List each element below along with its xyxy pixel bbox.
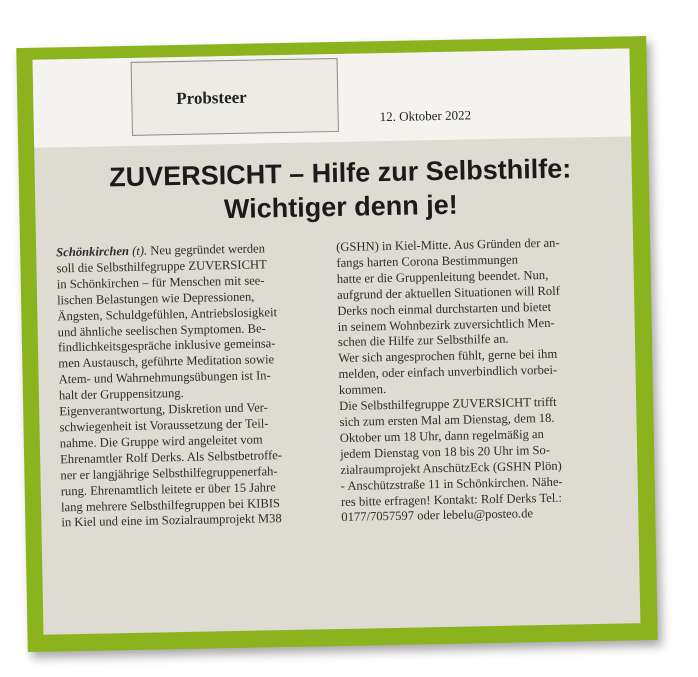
article-line: melden, oder einfach unverbindlich vorbei- — [338, 363, 558, 382]
article-line: zialraumprojekt AnschützEck (GSHN Plön) — [340, 458, 562, 477]
article-line: Ehrenamtler Rolf Derks. Als Selbstbetroffe- — [60, 447, 283, 467]
article-line: findlichkeitsgespräche inklusive gemeinsa- — [57, 336, 276, 355]
article-line: schwiegenheit ist Voraussetzung der Teil- — [59, 416, 269, 435]
dateline: Schönkirchen — [56, 243, 130, 260]
article-line: in Kiel und eine im Sozialraumprojekt M38 — [61, 511, 282, 530]
publication-date: 12. Oktober 2022 — [379, 107, 472, 125]
article-line: nahme. Die Gruppe wird angeleitet vom — [59, 432, 263, 451]
newspaper-clipping — [32, 48, 640, 634]
article-line: sich zum ersten Mal am Dienstag, dem 18. — [339, 410, 555, 429]
article-line: lang mehrere Selbsthilfegruppen bei KIBIS — [60, 495, 281, 514]
article-line: Eigenverantwortung, Diskretion und Ver- — [59, 400, 269, 419]
article-line: hatte er die Gruppenleitung beendet. Nun, — [336, 267, 549, 286]
headline-line-1: ZUVERSICHT – Hilfe zur Selbsthilfe: — [108, 153, 572, 193]
article-line: halt der Gruppensitzung. — [58, 386, 184, 403]
article-line: in Schönkirchen – für Menschen mit see- — [56, 273, 265, 292]
article-line: kommen. — [338, 382, 387, 398]
article-line: lischen Belastungen wie Depressionen, — [56, 289, 255, 308]
article-line: Die Selbsthilfegruppe ZUVERSICHT trifft — [339, 394, 557, 414]
article-line: Oktober um 18 Uhr, dann regelmäßig an — [339, 426, 544, 445]
article-line: rung. Ehrenamtlich leitete er über 15 Jahre — [60, 479, 276, 498]
article-line: (GSHN) in Kiel-Mitte. Aus Gründen der an- — [336, 235, 560, 254]
article-headline — [52, 150, 628, 229]
headline-line-2: Wichtiger denn je! — [223, 189, 459, 225]
article-line: Atem- und Wahrnehmungsübungen ist In- — [58, 368, 271, 387]
article-line-text: Neu gegründet werden — [147, 241, 266, 258]
article-line: Wer sich angesprochen fühlt, gerne bei ihm — [338, 347, 558, 366]
article-column-left — [56, 240, 329, 531]
article-column-right — [336, 235, 609, 526]
article-line: Derks noch einmal durchstarten und bietet — [337, 299, 552, 318]
dateline-suffix: (t). — [128, 243, 148, 258]
green-photo-frame — [16, 36, 657, 652]
article-line: aufgrund der aktuellen Situationen will Rolf — [336, 283, 560, 302]
article-line: fangs harten Corona Bestimmungen — [336, 252, 519, 270]
article-line: soll die Selbsthilfegruppe ZUVERSICHT — [56, 257, 267, 276]
section-title: Probsteer — [176, 87, 247, 109]
article-line: jedem Dienstag von 18 bis 20 Uhr im So- — [339, 442, 551, 461]
article-line: ner er langjährige Selbsthilfegruppenerfah- — [60, 463, 278, 483]
article-line: in seinem Wohnbezirk zuversichtlich Men- — [337, 315, 555, 334]
article-line: 0177/7057597 oder lebelu@posteo.de — [341, 506, 534, 525]
article-line: schen die Hilfe zur Selbsthilfe an. — [337, 332, 509, 350]
article-line: men Austausch, geführte Meditation sowie — [58, 352, 275, 371]
article-line: und ähnliche seelischen Symptomen. Be- — [57, 320, 266, 339]
article-line: Ängsten, Schuldgefühlen, Antriebslosigkeit — [57, 304, 278, 323]
article-line: res bitte erfragen! Kontakt: Rolf Derks Tel.: — [340, 490, 563, 509]
article-line: - Anschützstraße 11 in Schönkirchen. Nähe- — [340, 474, 563, 493]
